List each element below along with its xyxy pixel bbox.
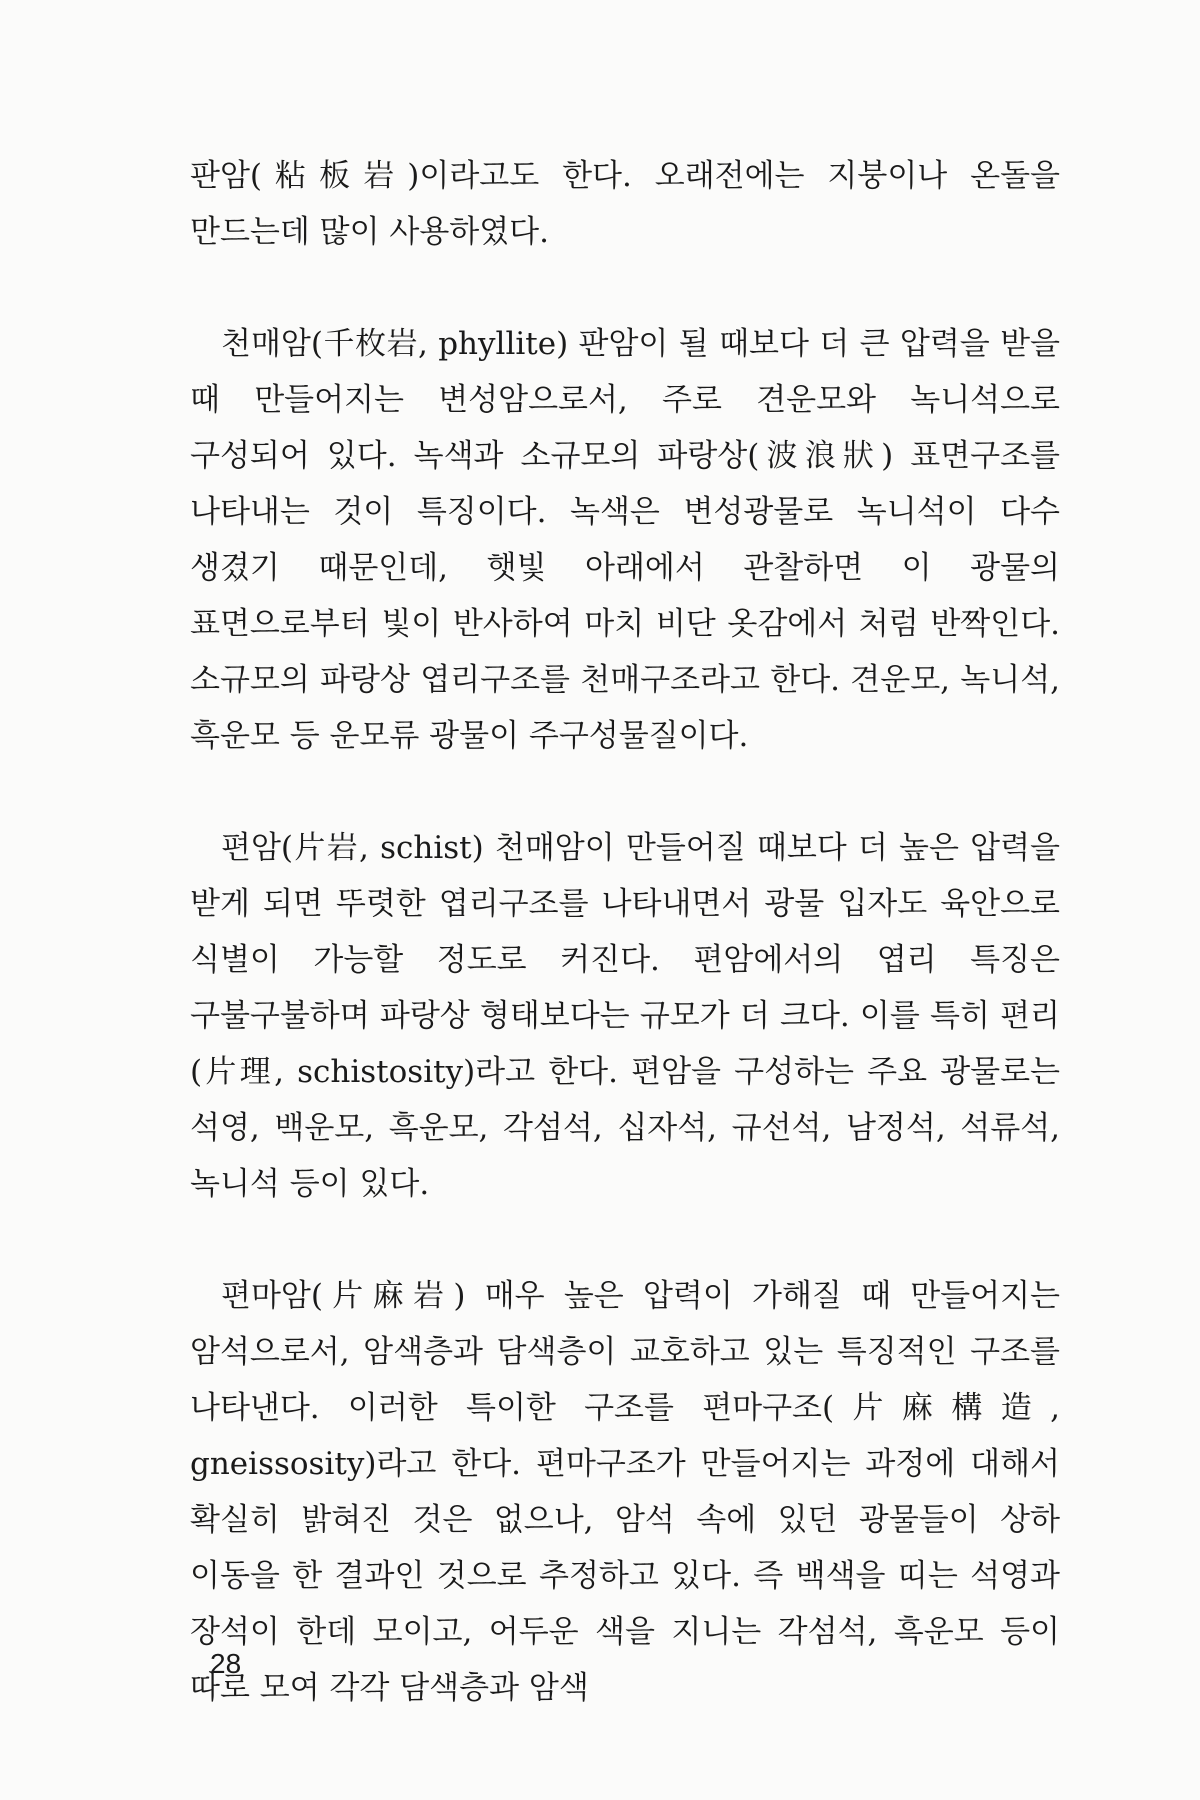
paragraph-gneiss: 편마암(片麻岩) 매우 높은 압력이 가해질 때 만들어지는 암석으로서, 암색층과 담색층이 교호하고 있는 특징적인 구조를 나타낸다. 이러한 특이한 구조를 편마구조(片麻構造, gneissosity)라고 한다. 편마구조가 만들어지는 과정에 대해서 확실히 밝혀진 것은 없으나, 암석 속에 있던 광물들이 상하 이동을 한 결과인 것으로 추정하고 있다. 즉 백색을 띠는 석영과 장석이 한데 모이고, 어두운 색을 지니는 각섬석, 흑운모 등이 따로 모여 각각 담색층과 암색	[190, 1278, 1060, 1706]
document-body	[190, 148, 1060, 1716]
page-number: 28	[210, 1648, 242, 1679]
paragraph-schist: 편암(片岩, schist) 천매암이 만들어질 때보다 더 높은 압력을 받게 되면 뚜렷한 엽리구조를 나타내면서 광물 입자도 육안으로 식별이 가능할 정도로 커진다. 편암에서의 엽리 특징은 구불구불하며 파랑상 형태보다는 규모가 더 크다. 이를 특히 편리(片理, schistosity)라고 한다. 편암을 구성하는 주요 광물로는 석영, 백운모, 흑운모, 각섬석, 십자석, 규선석, 남정석, 석류석, 녹니석 등이 있다.	[190, 830, 1060, 1202]
paragraph-slate-continued: 판암(粘板岩)이라고도 한다. 오래전에는 지붕이나 온돌을 만드는데 많이 사용하였다.	[190, 158, 1060, 250]
paragraph-phyllite: 천매암(千枚岩, phyllite) 판암이 될 때보다 더 큰 압력을 받을 때 만들어지는 변성암으로서, 주로 견운모와 녹니석으로 구성되어 있다. 녹색과 소규모의 파랑상(波浪狀) 표면구조를 나타내는 것이 특징이다. 녹색은 변성광물로 녹니석이 다수 생겼기 때문인데, 햇빛 아래에서 관찰하면 이 광물의 표면으로부터 빛이 반사하여 마치 비단 옷감에서 처럼 반짝인다. 소규모의 파랑상 엽리구조를 천매구조라고 한다. 견운모, 녹니석, 흑운모 등 운모류 광물이 주구성물질이다.	[190, 326, 1060, 754]
